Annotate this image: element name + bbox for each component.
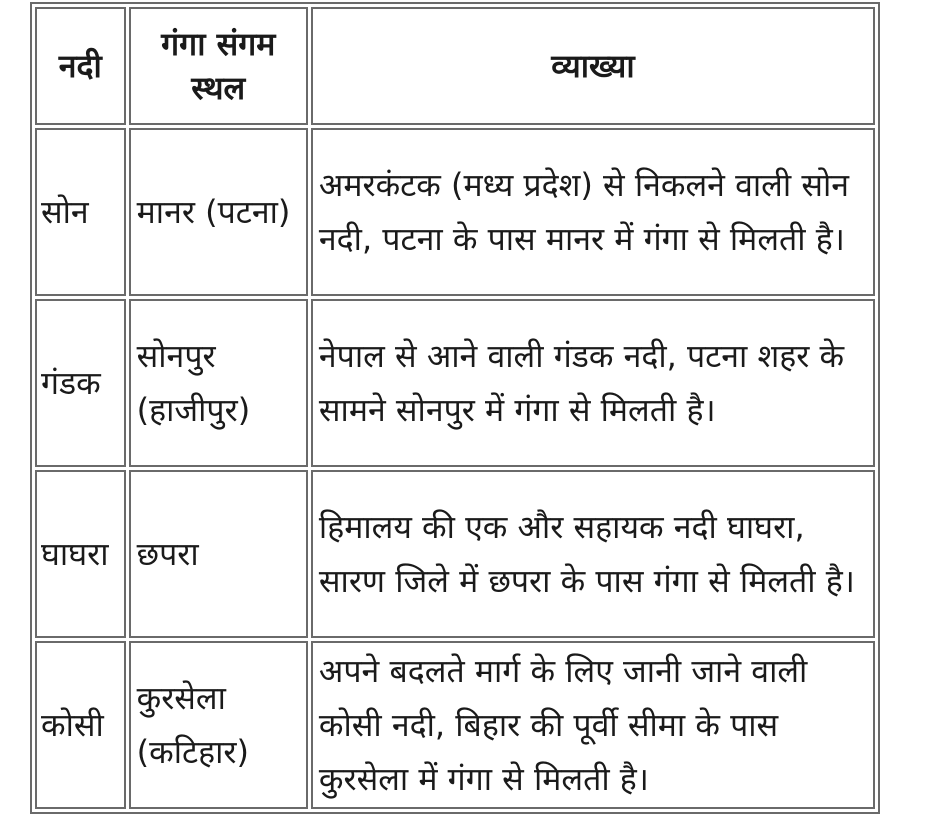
river-description: हिमालय की एक और सहायक नदी घाघरा, सारण जिले में छपरा के पास गंगा से मिलती है।	[311, 470, 875, 638]
river-name: सोन	[35, 128, 126, 296]
river-description: नेपाल से आने वाली गंडक नदी, पटना शहर के सामने सोनपुर में गंगा से मिलती है।	[311, 299, 875, 467]
ganga-confluence-table	[30, 2, 880, 814]
header-confluence: गंगा संगम स्थल	[129, 7, 308, 125]
confluence-place: सोनपुर (हाजीपुर)	[129, 299, 308, 467]
table-row	[35, 299, 875, 467]
confluence-place: छपरा	[129, 470, 308, 638]
header-explanation: व्याख्या	[311, 7, 875, 125]
river-name: कोसी	[35, 641, 126, 809]
header-river: नदी	[35, 7, 126, 125]
table-row	[35, 128, 875, 296]
rivers-table-container	[30, 2, 880, 814]
confluence-place: कुरसेला (कटिहार)	[129, 641, 308, 809]
confluence-place: मानर (पटना)	[129, 128, 308, 296]
river-name: गंडक	[35, 299, 126, 467]
table-row	[35, 470, 875, 638]
table-row	[35, 641, 875, 809]
header-row	[35, 7, 875, 125]
river-name: घाघरा	[35, 470, 126, 638]
river-description: अमरकंटक (मध्य प्रदेश) से निकलने वाली सोन नदी, पटना के पास मानर में गंगा से मिलती है।	[311, 128, 875, 296]
river-description: अपने बदलते मार्ग के लिए जानी जाने वाली कोसी नदी, बिहार की पूर्वी सीमा के पास कुरसेला में गंगा से मिलती है।	[311, 641, 875, 809]
